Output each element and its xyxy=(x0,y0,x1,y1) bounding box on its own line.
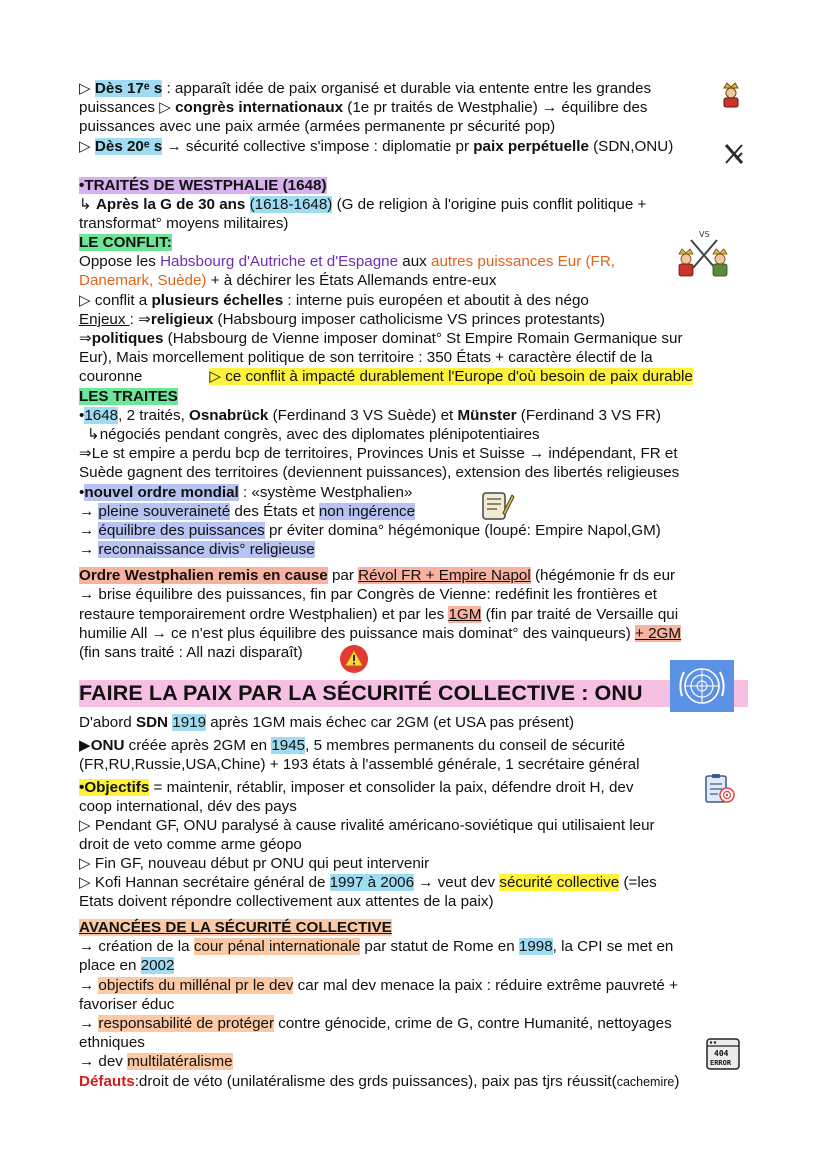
line-31: D'abord SDN 1919 après 1GM mais échec car 2GM (et USA pas présent) xyxy=(79,714,575,731)
line-45: favoriser éduc xyxy=(79,996,175,1013)
line-19: ⇒Le st empire a perdu bcp de territoires, Provinces Unis et Suisse → indépendant, FR et xyxy=(79,445,678,462)
line-18: ↳négociés pendant congrès, avec des diplomates plénipotentiaires xyxy=(87,426,540,443)
versus-kings-icon xyxy=(673,228,735,280)
line-42: → création de la cour pénal internationale par statut de Rome en 1998, la CPI se met en xyxy=(79,938,674,955)
line-14: Eur), Mais morcellement politique de son territoire : 350 États + caractère électif de la xyxy=(79,349,653,366)
line-17: •1648, 2 traités, Osnabrück (Ferdinand 3 VS Suède) et Münster (Ferdinand 3 VS FR) xyxy=(79,407,661,424)
line-47: ethniques xyxy=(79,1034,145,1051)
subheading-avancees: AVANCÉES DE LA SÉCURITÉ COLLECTIVE xyxy=(79,919,392,936)
checklist-target-icon xyxy=(702,772,736,806)
line-6: ↳ Après la G de 30 ans (1618-1648) (G de religion à l'origine puis conflit politique + xyxy=(79,196,647,213)
line-22: → pleine souveraineté des États et non ingérence xyxy=(79,503,416,520)
line-23: → équilibre des puissances pr éviter domina° hégémonique (loupé: Empire Napol,GM) xyxy=(79,522,661,539)
line-40: Etats doivent répondre collectivement aux attentes de la paix) xyxy=(79,893,494,910)
section-title-onu: FAIRE LA PAIX PAR LA SÉCURITÉ COLLECTIVE : ONU xyxy=(79,681,643,705)
king-icon xyxy=(719,80,743,108)
line-10: Danemark, Suède) + à déchirer les États Allemands entre-eux xyxy=(79,272,497,289)
line-32: ▶ONU créée après 2GM en 1945, 5 membres permanents du conseil de sécurité xyxy=(79,737,626,754)
line-37: droit de veto comme arme géopo xyxy=(79,836,302,853)
line-3: puissances avec une paix armée (armées permanente pr sécurité pop) xyxy=(79,118,556,135)
line-28: humilie All → ce n'est plus équilibre des puissance mais dominat° des vainqueurs) + 2GM xyxy=(79,625,682,642)
line-24: → reconnaissance divis° religieuse xyxy=(79,541,315,558)
line-15: couronne ▷ ce conflit à impacté durablement l'Europe d'où besoin de paix durable xyxy=(79,368,693,385)
swords-icon xyxy=(722,141,746,167)
line-48: → dev multilatéralisme xyxy=(79,1053,233,1070)
vs-label: VS xyxy=(699,230,710,239)
line-26: → brise équilibre des puissances, fin par Congrès de Vienne: redéfinit les frontières et xyxy=(79,586,658,603)
line-4: ▷ Dès 20ᵉ s → sécurité collective s'impose : diplomatie pr paix perpétuelle (SDN,ONU) xyxy=(79,138,674,155)
line-46: → responsabilité de protéger contre génocide, crime de G, contre Humanité, nettoyages xyxy=(79,1015,672,1032)
section-heading-westphalie: •TRAITÉS DE WESTPHALIE (1648) xyxy=(79,177,327,194)
line-44: → objectifs du millénal pr le dev car mal dev menace la paix : réduire extrême pauvreté + xyxy=(79,977,678,994)
error-404-icon xyxy=(705,1037,741,1071)
line-1: ▷ Dès 17ᵉ s : apparaît idée de paix organisé et durable via entente entre les grandes xyxy=(79,80,652,97)
line-9: Oppose les Habsbourg d'Autriche et d'Espagne aux autres puissances Eur (FR, xyxy=(79,253,616,270)
error-label: 404 ERROR xyxy=(710,1049,732,1067)
subheading-conflit: LE CONFLIT: xyxy=(79,234,172,251)
line-33: (FR,RU,Russie,USA,Chine) + 193 états à l'assemblé générale, 1 secrétaire général xyxy=(79,756,640,773)
line-11: ▷ conflit a plusieurs échelles : interne puis européen et aboutit à des négo xyxy=(79,292,589,309)
line-39: ▷ Kofi Hannan secrétaire général de 1997 à 2006 → veut dev sécurité collective (=les xyxy=(79,874,657,891)
line-34: •Objectifs = maintenir, rétablir, imposer et consolider la paix, défendre droit H, dev xyxy=(79,779,634,796)
line-13: ⇒politiques (Habsbourg de Vienne imposer dominat° St Empire Romain Germanique sur xyxy=(79,330,683,347)
subheading-traites: LES TRAITES xyxy=(79,388,178,405)
line-27: restaure temporairement ordre Westphalien) et par les 1GM (fin par traité de Versaille qui xyxy=(79,606,679,623)
line-2: puissances ▷ congrès internationaux (1e pr traités de Westphalie) → équilibre des xyxy=(79,99,648,116)
line-36: ▷ Pendant GF, ONU paralysé à cause rivalité américano-soviétique qui utilisaient leur xyxy=(79,817,655,834)
line-21: •nouvel ordre mondial : «système Westphalien» xyxy=(79,484,413,501)
line-43: place en 2002 xyxy=(79,957,175,974)
line-35: coop international, dév des pays xyxy=(79,798,297,815)
warning-icon xyxy=(338,643,370,675)
line-7: transformat° moyens militaires) xyxy=(79,215,289,232)
treaty-scroll-icon xyxy=(479,487,515,523)
line-25: Ordre Westphalien remis en cause par Révol FR + Empire Napol (hégémonie fr ds eur xyxy=(79,567,676,584)
line-38: ▷ Fin GF, nouveau début pr ONU qui peut intervenir xyxy=(79,855,430,872)
line-49: Défauts:droit de véto (unilatéralisme des grds puissances), paix pas tjrs réussit(cachemire) xyxy=(79,1073,680,1090)
line-12: Enjeux : ⇒religieux (Habsbourg imposer catholicisme VS princes protestants) xyxy=(79,311,605,328)
un-logo-icon xyxy=(670,660,734,712)
line-20: Suède gagnent des territoires (deviennent puissances), extension des libertés religieuses xyxy=(79,464,680,481)
line-29: (fin sans traité : All nazi disparaît) xyxy=(79,644,303,661)
